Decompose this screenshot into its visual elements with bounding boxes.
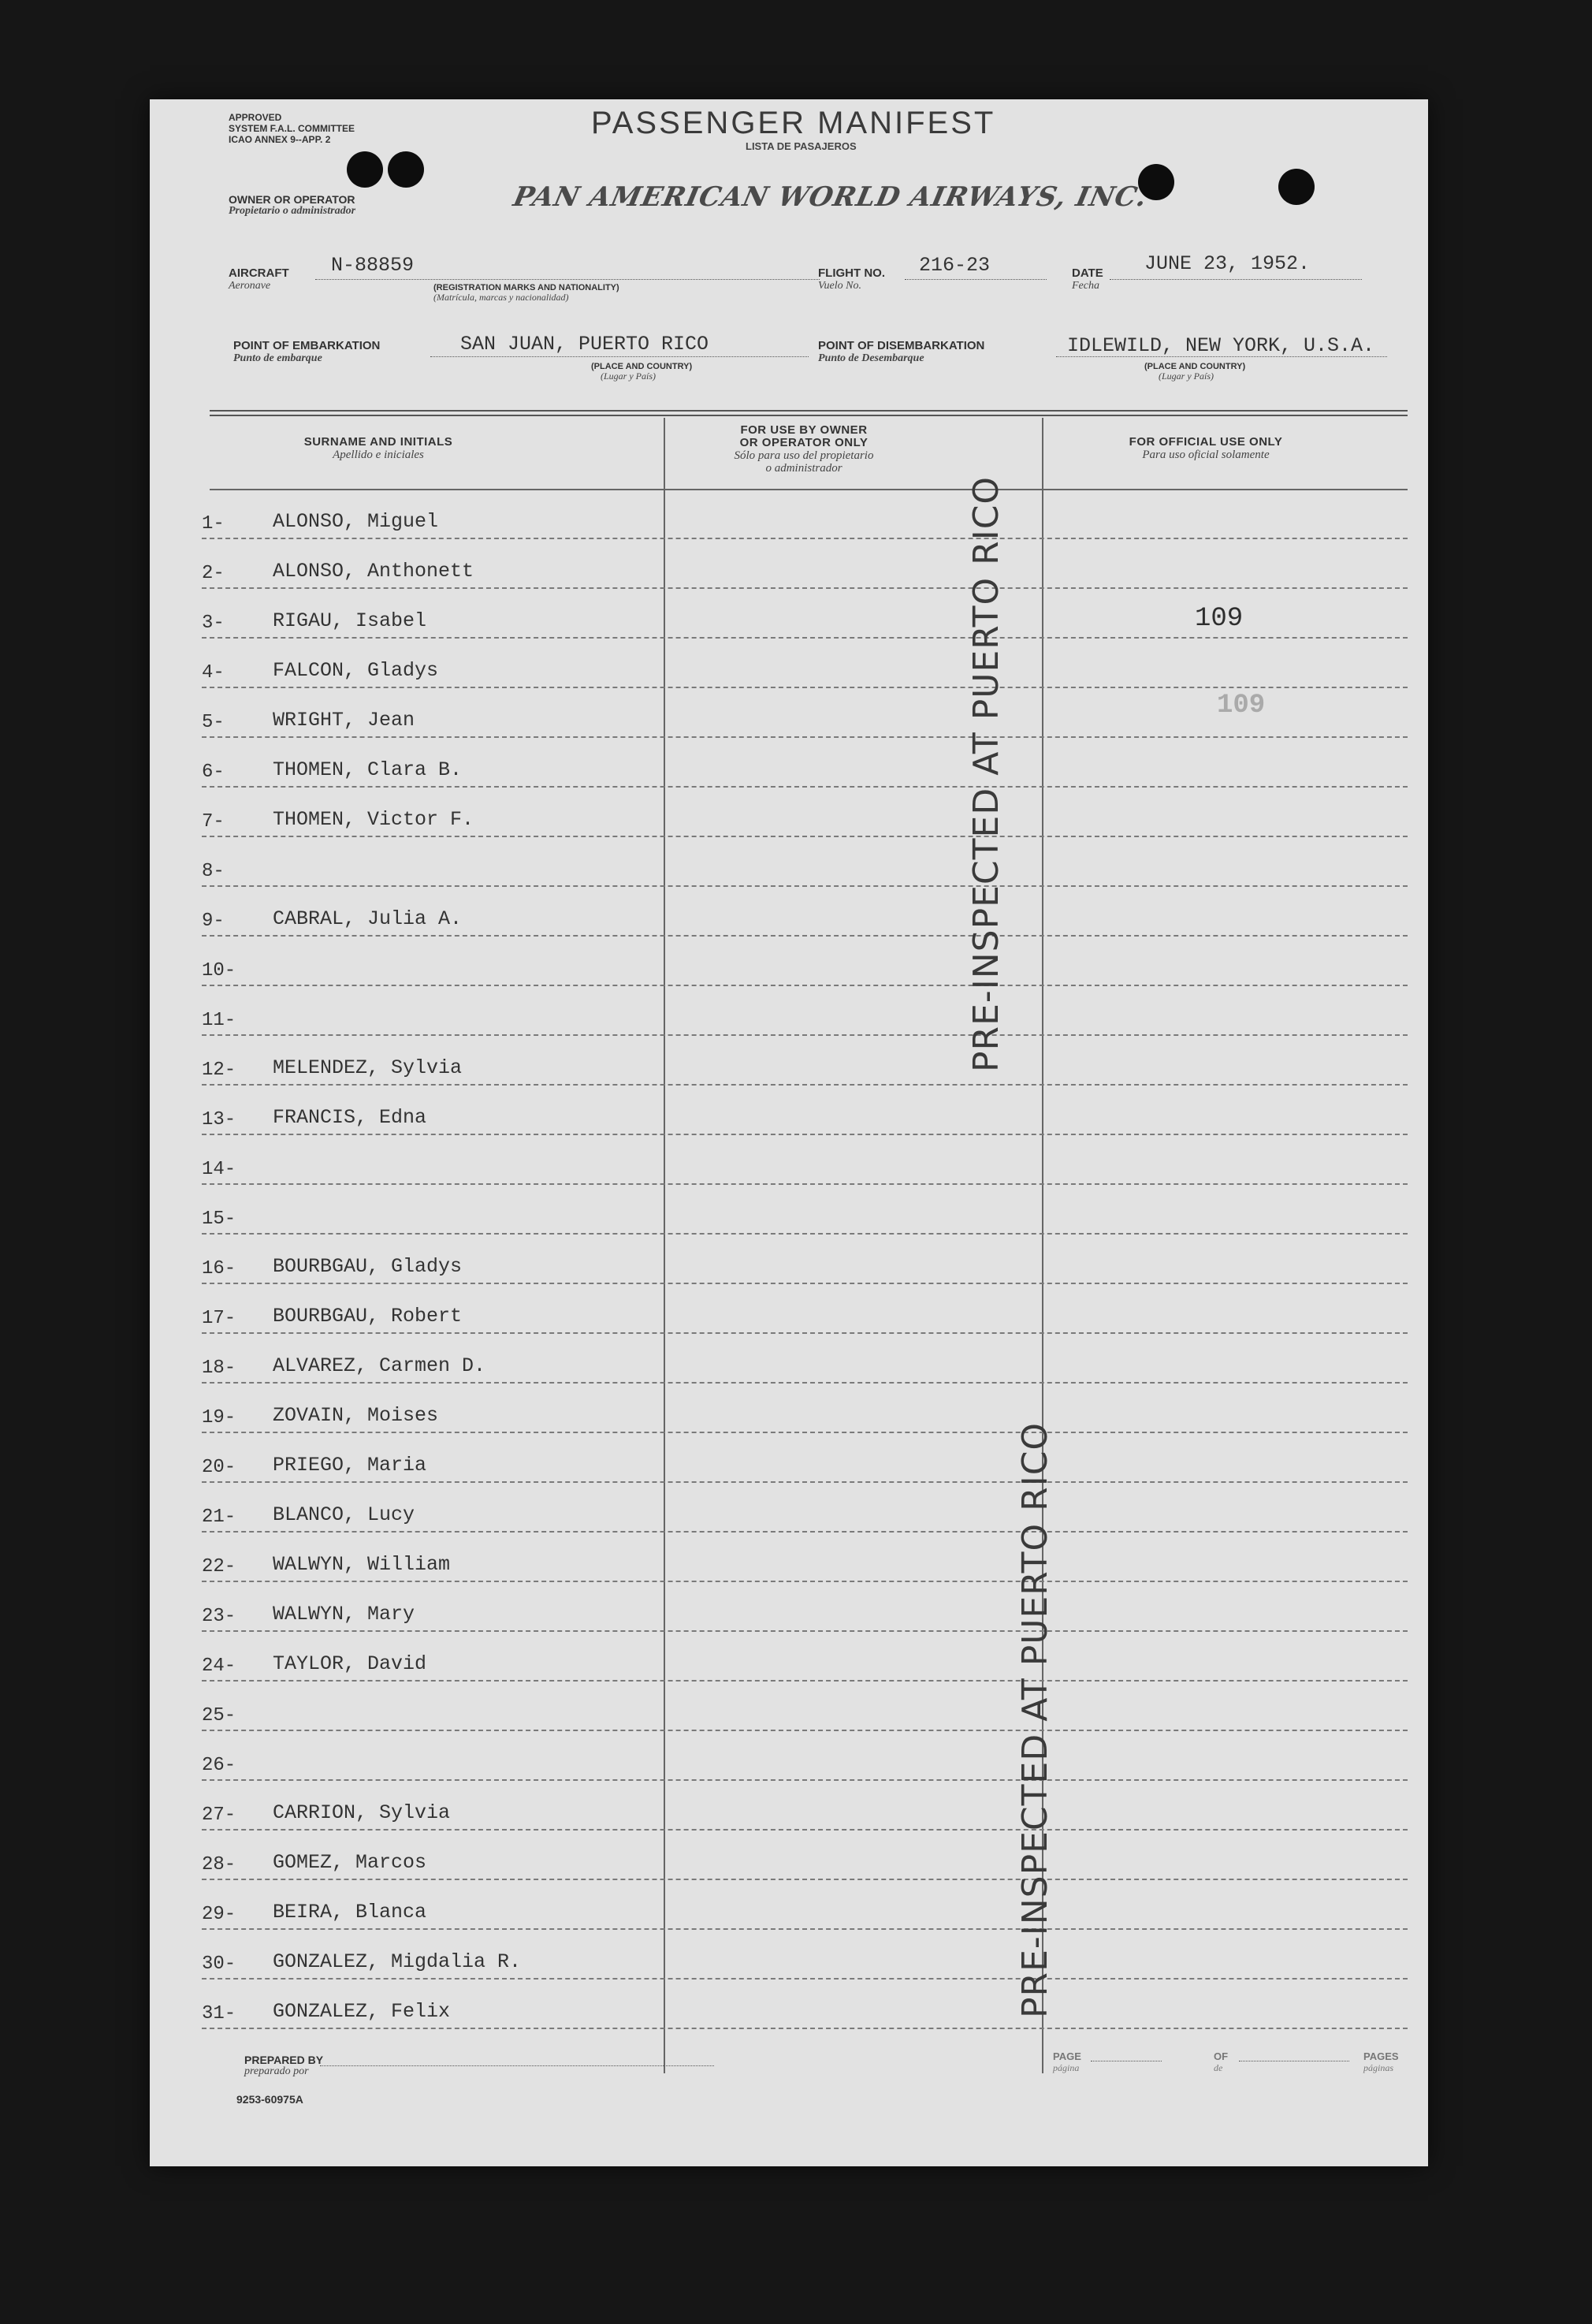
col-header-owner-use [670,424,938,475]
flight-label-es: Vuelo No. [818,280,861,292]
prepared-by-label-es: preparado por [244,2065,309,2077]
table-row [202,1186,1408,1235]
row-rule [202,736,1408,738]
official-mark: 109 [1217,691,1266,721]
row-rule [202,1432,1408,1433]
col-header-surname-es: Apellido e iniciales [333,449,424,461]
row-rule [202,1680,1408,1682]
table-row [202,1086,1408,1135]
passenger-name: BOURBGAU, Robert [273,1305,463,1328]
table-row [202,1831,1408,1880]
passenger-name: PRIEGO, Maria [273,1454,427,1477]
row-rule [202,1779,1408,1781]
table-row [202,1136,1408,1185]
table-row [202,1484,1408,1533]
row-rule [202,1134,1408,1135]
page-field [1053,2051,1081,2074]
passenger-name: ALONSO, Anthonett [273,560,474,583]
disembark-field [818,339,984,365]
punch-hole [1278,169,1315,205]
row-number: 4- [202,662,225,683]
col-header-official-use [1048,435,1363,461]
flight-label: FLIGHT NO. [818,266,885,280]
pages-label: PAGES [1363,2050,1399,2062]
table-row [202,639,1408,688]
passenger-name: BLANCO, Lucy [273,1503,415,1526]
passenger-name: MELENDEZ, Sylvia [273,1056,463,1079]
col-header-owner-use-line: OR OPERATOR ONLY [739,436,869,449]
passenger-name: WALWYN, William [273,1553,451,1576]
table-top-rule [210,415,1408,416]
row-rule [202,985,1408,986]
passenger-name: BOURBGAU, Gladys [273,1255,463,1278]
row-rule [202,1978,1408,1979]
table-row [202,987,1408,1036]
row-rule [202,1879,1408,1880]
passenger-name: GONZALEZ, Migdalia R. [273,1950,522,1973]
col-header-owner-use-es: o administrador [765,462,842,475]
embark-underline [430,356,809,357]
row-rule [202,1630,1408,1632]
passenger-name: TAYLOR, David [273,1652,427,1675]
operator-name: PAN AMERICAN WORLD AIRWAYS, INC. [510,181,1151,213]
table-row [202,1434,1408,1483]
disembark-value: IDLEWILD, NEW YORK, U.S.A. [1067,334,1375,357]
approval-line: ICAO ANNEX 9--APP. 2 [229,134,331,145]
aircraft-label: AIRCRAFT [229,266,289,280]
row-number: 22- [202,1556,236,1577]
page-subtitle: LISTA DE PASAJEROS [746,140,857,152]
row-number: 16- [202,1258,236,1279]
table-row [202,1633,1408,1682]
passenger-name: WALWYN, Mary [273,1603,415,1626]
passenger-name: GOMEZ, Marcos [273,1851,427,1874]
row-number: 17- [202,1308,236,1329]
passenger-name: FRANCIS, Edna [273,1106,427,1129]
flight-value: 216-23 [919,254,991,277]
embark-place-note: (PLACE AND COUNTRY) [591,362,693,371]
row-rule [202,1531,1408,1533]
row-rule [202,2028,1408,2029]
row-rule [202,1382,1408,1384]
aircraft-value: N-88859 [331,254,415,277]
row-number: 23- [202,1606,236,1627]
row-rule [202,1829,1408,1831]
passenger-name: BEIRA, Blanca [273,1901,427,1924]
row-number: 19- [202,1407,236,1428]
table-row [202,739,1408,788]
passenger-name: ALVAREZ, Carmen D. [273,1354,486,1377]
row-rule [202,836,1408,837]
passenger-name: FALCON, Gladys [273,659,439,682]
passenger-name: ALONSO, Miguel [273,510,439,533]
date-value: JUNE 23, 1952. [1144,252,1311,275]
aircraft-underline [315,279,820,280]
row-rule [202,1332,1408,1334]
punch-hole [388,151,424,188]
table-row [202,888,1408,937]
row-number: 10- [202,960,236,981]
table-row [202,788,1408,837]
table-row [202,490,1408,539]
official-mark: 109 [1195,604,1244,634]
passenger-name: CARRION, Sylvia [273,1801,451,1824]
row-number: 29- [202,1904,236,1925]
row-rule [202,1283,1408,1284]
col-header-official-use-label: FOR OFFICIAL USE ONLY [1129,435,1283,449]
col-header-surname-label: SURNAME AND INITIALS [303,435,453,449]
row-number: 7- [202,811,225,832]
row-rule [202,1581,1408,1582]
embark-value: SAN JUAN, PUERTO RICO [460,333,709,356]
row-rule [202,538,1408,539]
date-field [1072,257,1103,292]
table-row [202,1285,1408,1334]
pages-label-es: páginas [1363,2062,1394,2073]
manifest-sheet [150,99,1428,2166]
row-number: 14- [202,1159,236,1180]
row-rule [202,1183,1408,1185]
of-field [1214,2051,1228,2074]
embark-label-es: Punto de embarque [233,352,322,364]
table-row [202,838,1408,887]
row-rule [202,687,1408,688]
flight-field [818,257,885,292]
flight-underline [905,279,1047,280]
table-row [202,1037,1408,1086]
row-number: 8- [202,861,225,882]
row-number: 26- [202,1755,236,1776]
row-rule [202,1730,1408,1731]
date-label: DATE [1072,266,1103,280]
approval-line: APPROVED [229,112,282,123]
table-row [202,540,1408,589]
col-header-surname [221,435,536,461]
row-rule [202,786,1408,788]
row-number: 24- [202,1655,236,1677]
row-number: 3- [202,613,225,634]
col-header-owner-use-es: Sólo para uso del propietario [734,449,874,462]
row-number: 11- [202,1010,236,1031]
row-number: 2- [202,563,225,584]
col-header-official-use-es: Para uso oficial solamente [1142,449,1270,461]
inspection-stamp: PRE-INSPECTED AT PUERTO RICO [1015,1421,1055,2018]
disembark-label: POINT OF DISEMBARKATION [818,339,985,352]
passenger-name: THOMEN, Clara B. [273,758,463,781]
prepared-by-label: PREPARED BY [244,2054,324,2066]
table-row [202,1583,1408,1632]
prepared-by-field [244,2054,323,2078]
embark-field [233,339,380,365]
col-header-owner-use-line: FOR USE BY OWNER [740,423,868,437]
row-rule [202,1233,1408,1235]
approval-block [229,112,355,145]
approval-line: SYSTEM F.A.L. COMMITTEE [229,123,355,134]
table-row [202,1732,1408,1781]
row-number: 5- [202,712,225,733]
row-number: 18- [202,1358,236,1379]
disembark-place-note-es: (Lugar y País) [1159,371,1214,382]
of-label: OF [1214,2050,1229,2062]
prepared-by-underline [320,2065,714,2066]
row-number: 9- [202,911,225,932]
passenger-name: WRIGHT, Jean [273,709,415,732]
pages-field [1363,2051,1399,2074]
form-number: 9253-60975A [236,2093,303,2106]
table-row [202,1533,1408,1582]
row-number: 20- [202,1457,236,1478]
table-row [202,1980,1408,2029]
row-number: 12- [202,1060,236,1081]
page-title: PASSENGER MANIFEST [591,106,996,140]
table-top-rule [210,410,1408,412]
table-row [202,1384,1408,1433]
row-number: 25- [202,1705,236,1726]
row-rule [202,1928,1408,1930]
date-underline [1110,279,1362,280]
inspection-stamp: PRE-INSPECTED AT PUERTO RICO [966,475,1006,1072]
row-number: 31- [202,2003,236,2024]
passenger-name: GONZALEZ, Felix [273,2000,451,2023]
passenger-name: RIGAU, Isabel [273,609,427,632]
passenger-name: ZOVAIN, Moises [273,1404,439,1427]
aircraft-field [229,257,289,292]
row-rule [202,885,1408,887]
row-number: 6- [202,762,225,783]
row-rule [202,1481,1408,1483]
table-row [202,1881,1408,1930]
table-row [202,1235,1408,1284]
aircraft-note: (REGISTRATION MARKS AND NATIONALITY) [433,283,619,292]
row-number: 30- [202,1953,236,1975]
row-rule [202,1034,1408,1036]
embark-label: POINT OF EMBARKATION [233,339,381,352]
embark-place-note-es: (Lugar y País) [601,371,656,382]
row-number: 21- [202,1507,236,1528]
row-rule [202,935,1408,937]
date-label-es: Fecha [1072,280,1099,292]
table-row [202,1931,1408,1979]
aircraft-note-es: (Matrícula, marcas y nacionalidad) [433,292,569,303]
row-number: 13- [202,1109,236,1130]
table-row [202,1335,1408,1384]
row-number: 1- [202,513,225,534]
of-label-es: de [1214,2062,1223,2073]
punch-hole [347,151,383,188]
aircraft-label-es: Aeronave [229,280,271,292]
row-rule [202,587,1408,589]
row-rule [202,637,1408,639]
table-row [202,1782,1408,1831]
owner-label-block [229,194,355,218]
row-number: 15- [202,1209,236,1230]
passenger-name: CABRAL, Julia A. [273,907,463,930]
table-row [202,1682,1408,1731]
owner-label-es: Propietario o administrador [229,205,356,217]
page-label-es: página [1053,2062,1080,2073]
table-row [202,937,1408,986]
disembark-label-es: Punto de Desembarque [818,352,924,364]
disembark-place-note: (PLACE AND COUNTRY) [1144,362,1246,371]
page-label: PAGE [1053,2050,1081,2062]
row-number: 28- [202,1854,236,1875]
owner-label: OWNER OR OPERATOR [229,193,355,206]
row-rule [202,1084,1408,1086]
row-number: 27- [202,1804,236,1826]
passenger-name: THOMEN, Victor F. [273,808,474,831]
